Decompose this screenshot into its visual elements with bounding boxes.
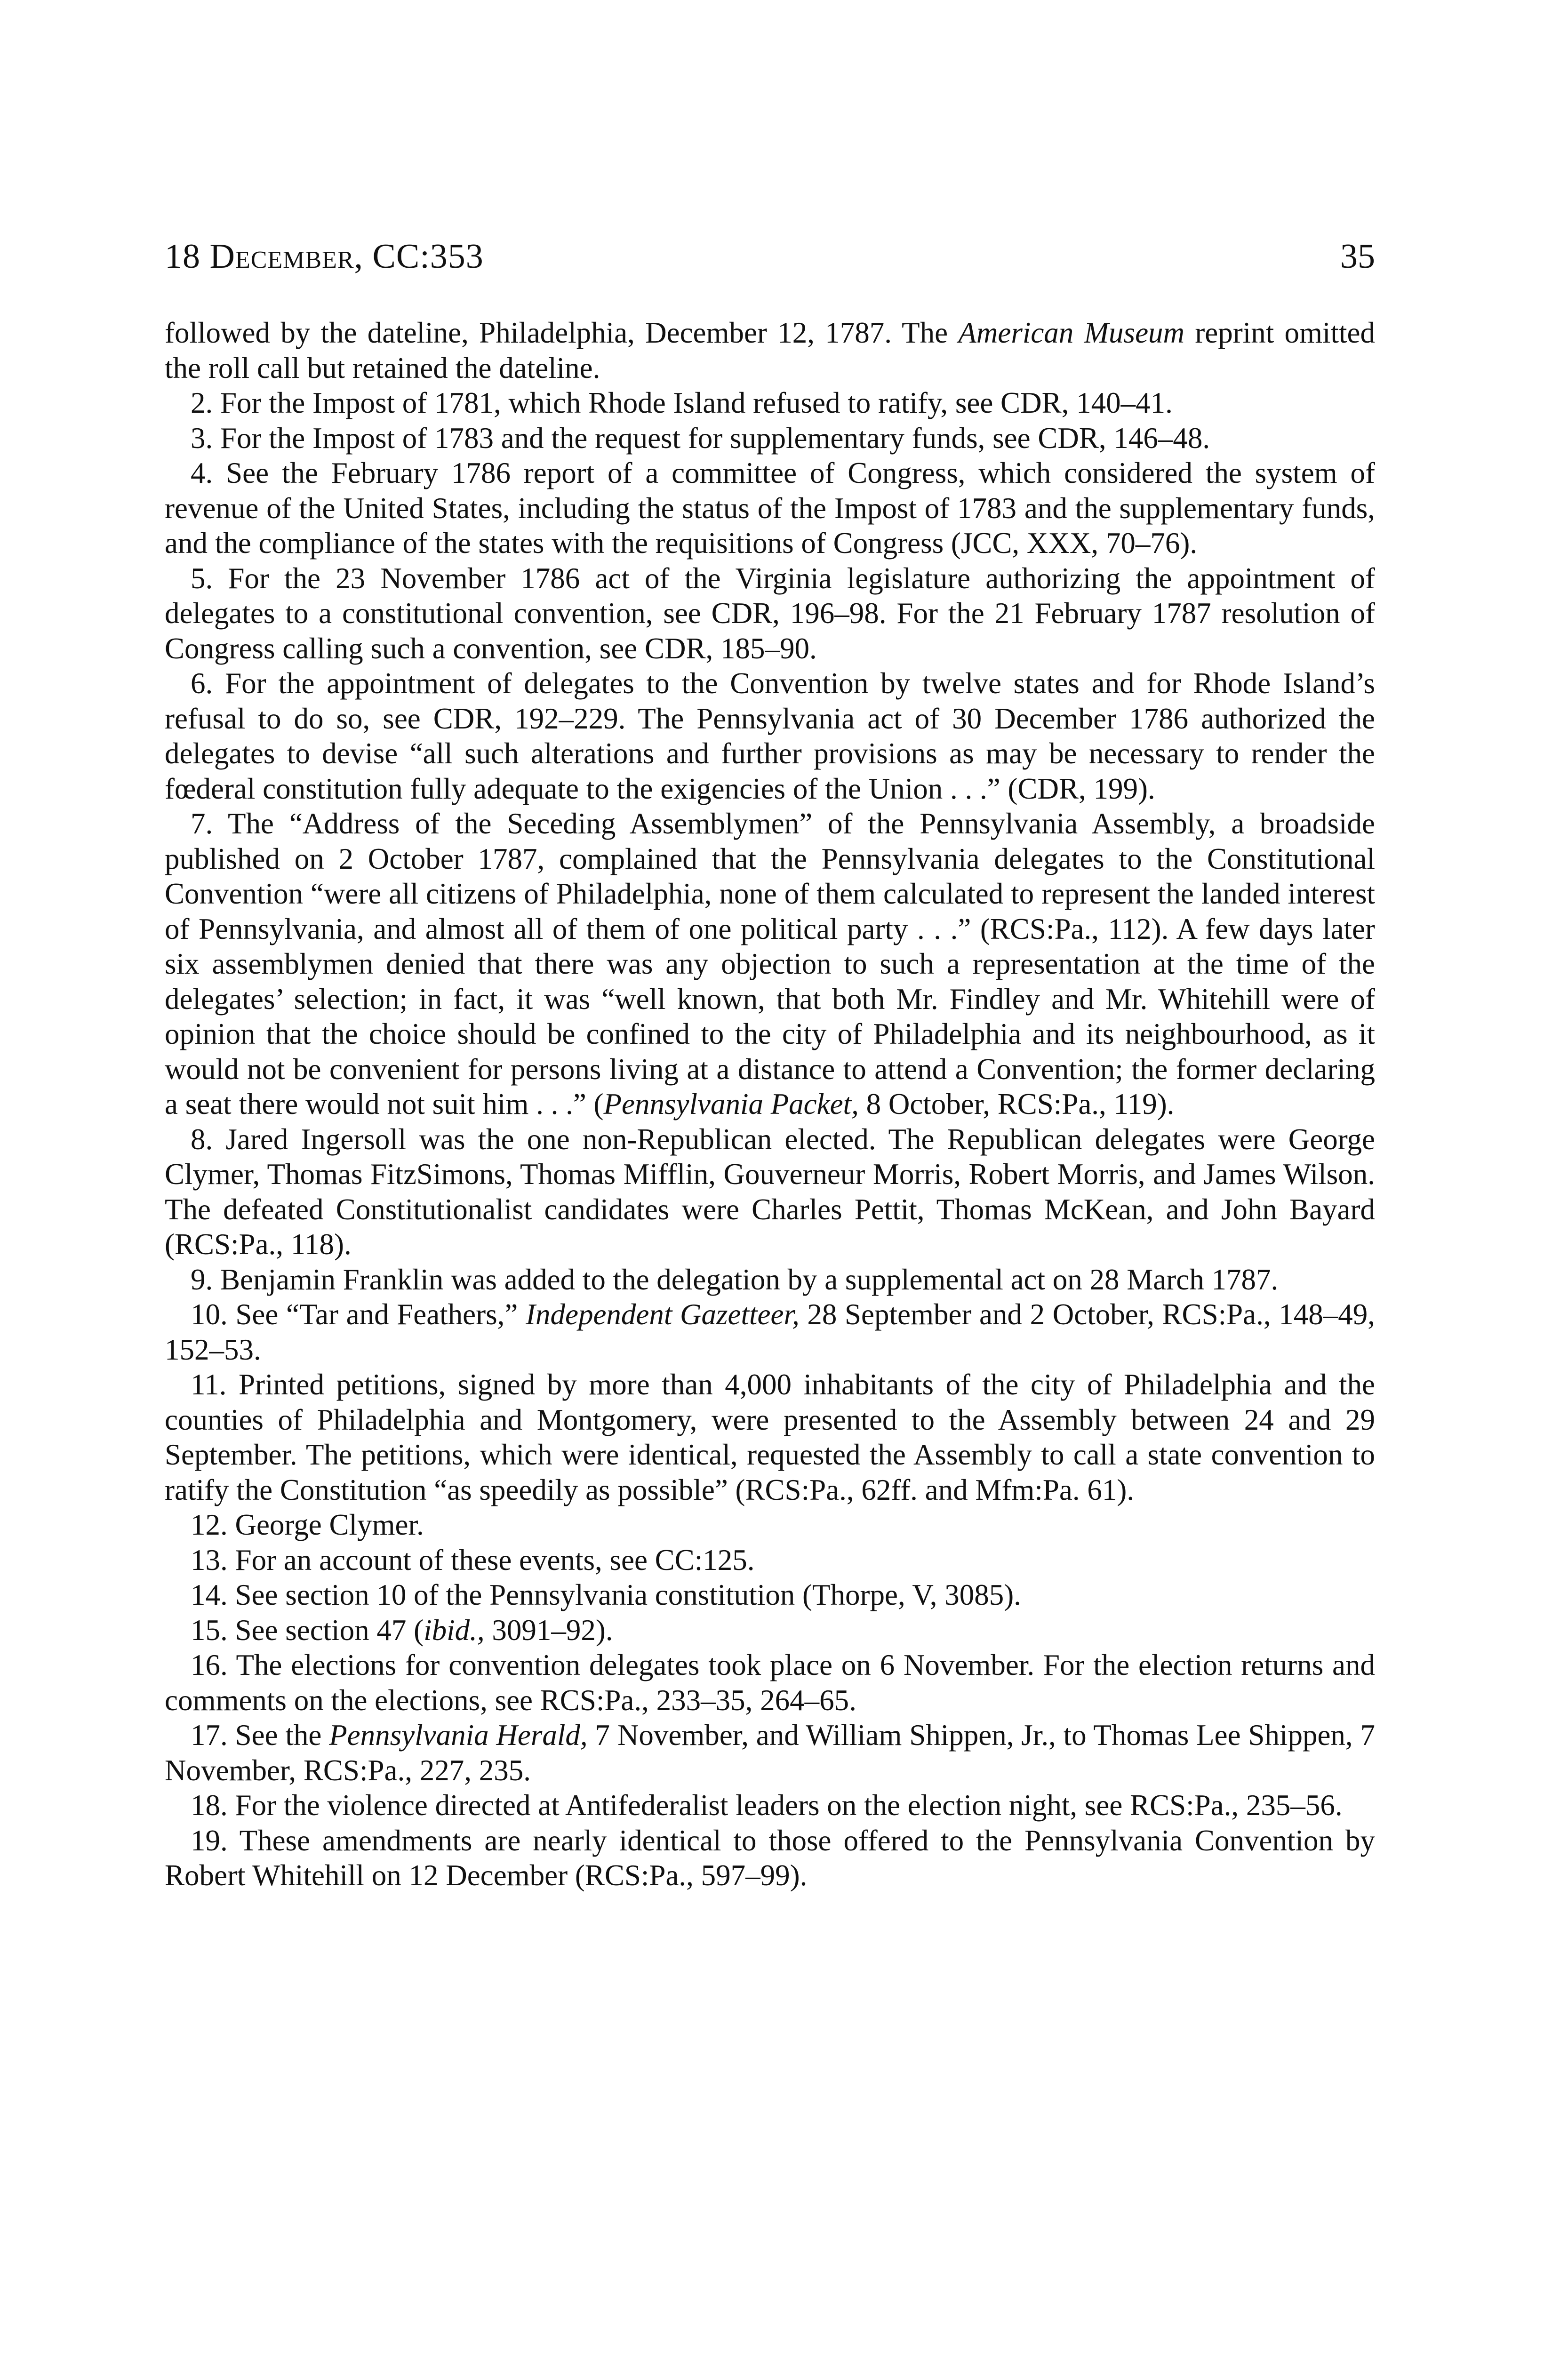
endnote-paragraph [165, 421, 1375, 456]
note-text: 19. These amendments are nearly identical to those offered to the Pennsylvania Convention by Robert Whitehill on 12 December (RCS:Pa., 597–99). [165, 1824, 1375, 1892]
endnote-paragraph [165, 1648, 1375, 1718]
endnote-paragraph [165, 1507, 1375, 1543]
page-number: 35 [1340, 237, 1375, 276]
note-text: 2. For the Impost of 1781, which Rhode Island refused to ratify, see CDR, 140–41. [191, 386, 1173, 419]
note-text: 6. For the appointment of delegates to the Convention by twelve states and for Rhode Island’s refusal to do so, see CDR, 192–229. The Pennsylvania act of 30 December 1786 authorized the delegates to devise “all such alterations and further provisions as may be necessary to render the fœderal constitution fully adequate to the exigencies of the Union . . .” (CDR, 199). [165, 667, 1375, 805]
endnote-paragraph [165, 666, 1375, 806]
note-text: 10. See “Tar and Feathers,” [191, 1298, 526, 1331]
note-text: 3. For the Impost of 1783 and the request for supplementary funds, see CDR, 146–48. [191, 421, 1210, 455]
endnote-paragraph [165, 1823, 1375, 1893]
italic-text: American Museum [958, 316, 1185, 349]
note-text: 7. The “Address of the Seceding Assemblymen” of the Pennsylvania Assembly, a broadside published on 2 October 1787, complained that the Pennsylvania delegates to the Constitutional Convention “were all citizens of Philadelphia, none of them calculated to represent the landed interest of Pennsylvania, and almost all of them of one political party . . .” (RCS:Pa., 112). A few days later six assemblymen denied that there was any objection to such a representation at the time of the delegates’ selection; in fact, it was “well known, that both Mr. Findley and Mr. Whitehill were of opinion that the choice should be confined to the city of Philadelphia and its neighbourhood, as it would not be convenient for persons living at a distance to attend a Convention; the former declaring a seat there would not suit him . . .” ( [165, 807, 1375, 1120]
continued-note-paragraph [165, 315, 1375, 385]
endnote-paragraph [165, 1543, 1375, 1578]
endnote-paragraph [165, 456, 1375, 561]
note-text: 9. Benjamin Franklin was added to the delegation by a supplemental act on 28 March 1787. [191, 1263, 1279, 1296]
note-text: 11. Printed petitions, signed by more than 4,000 inhabitants of the city of Philadelphia and the counties of Philadelphia and Montgomery, were presented to the Assembly between 24 and 29 September. The petitions, which were identical, requested the Assembly to call a state convention to ratify the Constitution “as speedily as possible” (RCS:Pa., 62ff. and Mfm:Pa. 61). [165, 1368, 1375, 1506]
note-text: 18. For the violence directed at Antifederalist leaders on the election night, see RCS:Pa., 235–56. [191, 1789, 1343, 1822]
note-text: 5. For the 23 November 1786 act of the Virginia legislature authorizing the appointment of delegates to a constitutional convention, see CDR, 196–98. For the 21 February 1787 resolution of Congress calling such a convention, see CDR, 185–90. [165, 561, 1375, 665]
note-text: 7 November, and William Shippen, Jr., to Thomas Lee Shippen, 7 November, RCS:Pa., 227, 235. [165, 1719, 1375, 1787]
endnote-paragraph [165, 1367, 1375, 1507]
endnote-paragraph [165, 806, 1375, 1122]
italic-text: Pennsylvania Herald, [329, 1719, 588, 1752]
note-text: followed by the dateline, Philadelphia, December 12, 1787. The [165, 316, 959, 349]
running-head-date: 18 [165, 237, 210, 276]
endnote-paragraph [165, 1577, 1375, 1613]
note-text: reprint omitted the roll call but retained the dateline. [165, 316, 1376, 384]
note-text: 16. The elections for convention delegates took place on 6 November. For the election returns and comments on the elections, see RCS:Pa., 233–35, 264–65. [165, 1649, 1375, 1717]
endnote-paragraph [165, 1788, 1375, 1823]
note-text: 3091–92). [484, 1613, 613, 1647]
endnotes-body [165, 315, 1375, 1893]
endnote-paragraph [165, 1262, 1375, 1297]
note-text: 8. Jared Ingersoll was the one non-Republican elected. The Republican delegates were George Clymer, Thomas FitzSimons, Thomas Mifflin, Gouverneur Morris, Robert Morris, and James Wilson. The defeated Constitutionalist candidates were Charles Pettit, Thomas McKean, and John Bayard (RCS:Pa., 118). [165, 1122, 1375, 1261]
running-head [165, 231, 484, 282]
note-text: 12. George Clymer. [191, 1508, 424, 1541]
running-head-month: December [209, 237, 354, 276]
note-text: 14. See section 10 of the Pennsylvania constitution (Thorpe, V, 3085). [191, 1578, 1021, 1611]
note-text: 15. See section 47 ( [191, 1613, 424, 1647]
endnote-paragraph [165, 1122, 1375, 1262]
endnote-paragraph [165, 561, 1375, 666]
note-text: 13. For an account of these events, see CC:125. [191, 1543, 755, 1577]
italic-text: Independent Gazetteer, [526, 1298, 800, 1331]
note-text: 28 September and 2 October, RCS:Pa., 148–49, 152–53. [165, 1298, 1375, 1366]
italic-text: ibid., [424, 1613, 485, 1647]
endnote-paragraph [165, 1718, 1375, 1788]
page-header [165, 231, 1375, 282]
note-text: 4. See the February 1786 report of a committee of Congress, which considered the system of revenue of the United States, including the status of the Impost of 1783 and the supplementary funds, and the compliance of the states with the requisitions of Congress (JCC, XXX, 70–76). [165, 456, 1375, 560]
note-text: 8 October, RCS:Pa., 119). [858, 1088, 1175, 1120]
endnote-paragraph [165, 1613, 1375, 1648]
running-head-ref: , CC:353 [354, 237, 484, 276]
note-text: 17. See the [191, 1719, 329, 1752]
italic-text: Pennsylvania Packet, [603, 1088, 859, 1120]
endnote-paragraph [165, 1297, 1375, 1367]
endnote-paragraph [165, 385, 1375, 421]
